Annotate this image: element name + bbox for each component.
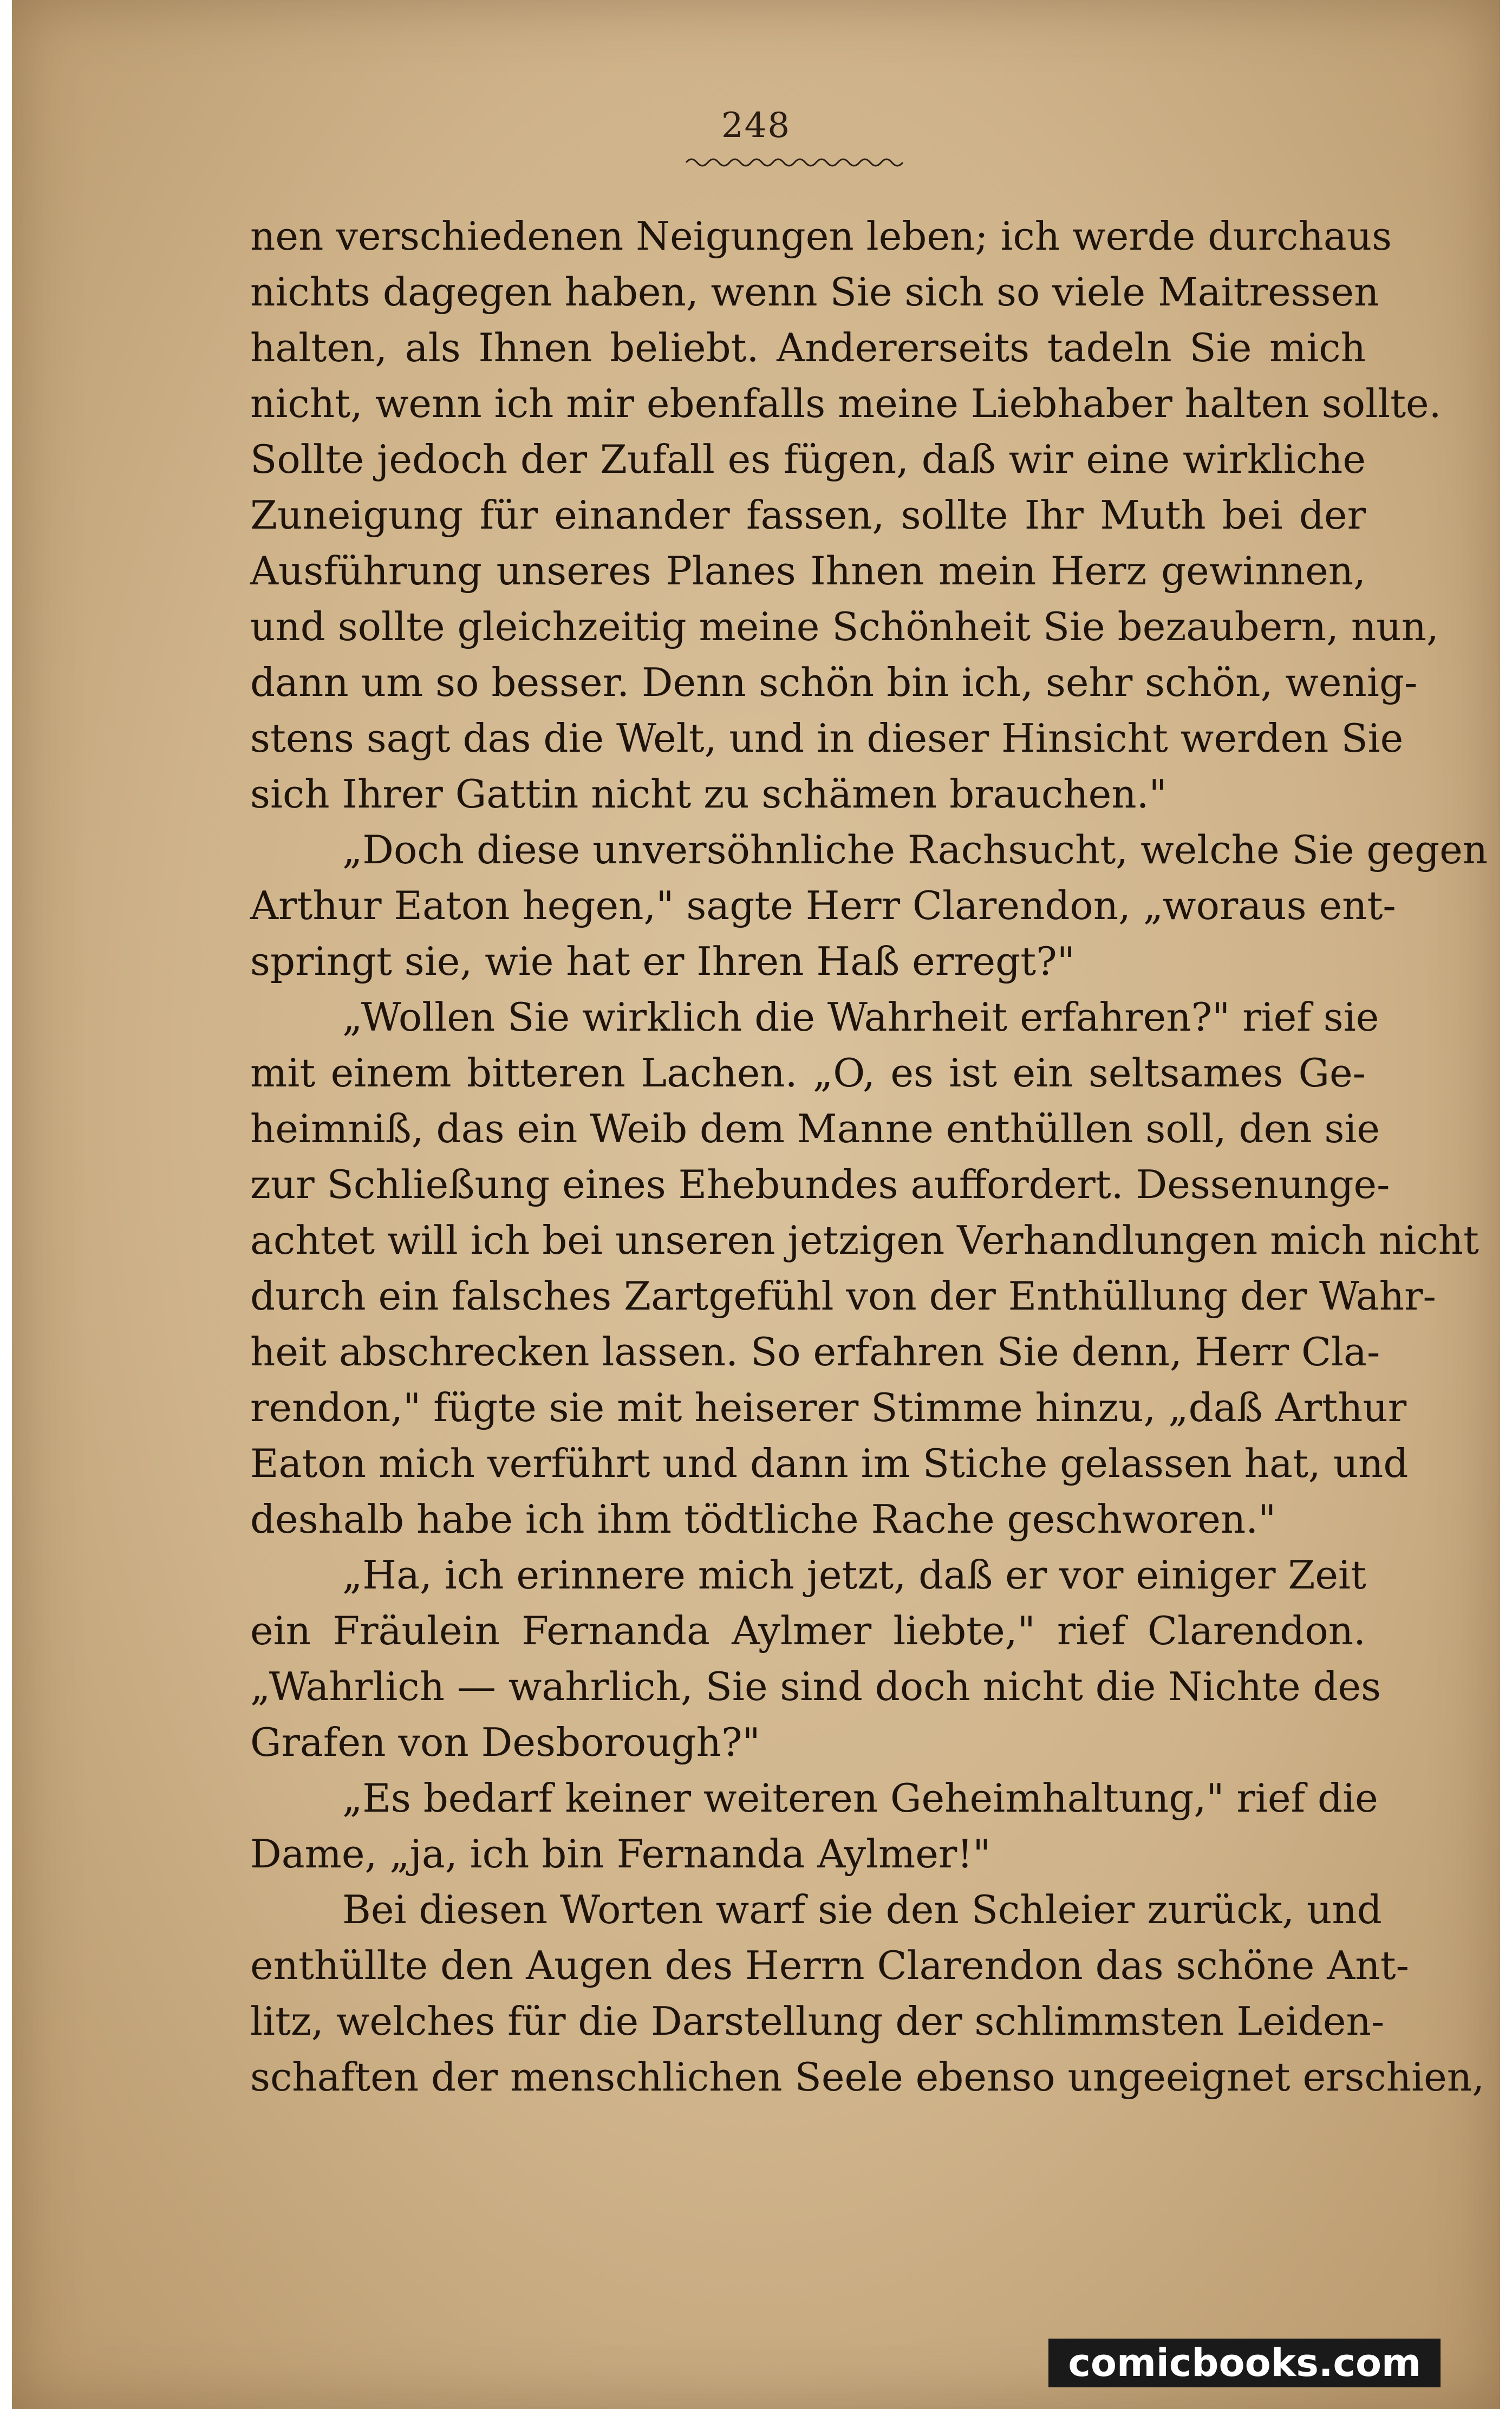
text-line: rendon," fügte sie mit heiserer Stimme hinzu, „daß Arthur bbox=[250, 1385, 1407, 1430]
text-line: zur Schließung eines Ehebundes auffordert. Dessenunge- bbox=[250, 1162, 1390, 1207]
text-line: „Wollen Sie wirklich die Wahrheit erfahren?" rief sie bbox=[342, 994, 1379, 1040]
text-line: „Wahrlich — wahrlich, Sie sind doch nicht die Nichte des bbox=[250, 1664, 1381, 1709]
text-line: Zuneigung für einander fassen, sollte Ihr Muth bei der bbox=[250, 492, 1366, 538]
text-line: deshalb habe ich ihm tödtliche Rache geschworen." bbox=[250, 1496, 1276, 1542]
text-line: springt sie, wie hat er Ihren Haß erregt?" bbox=[250, 939, 1075, 984]
text-line: stens sagt das die Welt, und in dieser Hinsicht werden Sie bbox=[250, 715, 1404, 761]
book-page bbox=[12, 0, 1500, 2409]
text-line: Grafen von Desborough?" bbox=[250, 1720, 760, 1765]
text-line: schaften der menschlichen Seele ebenso ungeeignet erschien, bbox=[250, 2054, 1485, 2100]
watermark-logo: comicbooks.com bbox=[1048, 2339, 1441, 2387]
text-line: Bei diesen Worten warf sie den Schleier zurück, und bbox=[342, 1887, 1382, 1932]
text-line: nen verschiedenen Neigungen leben; ich werde durchaus bbox=[250, 213, 1392, 259]
text-line: „Es bedarf keiner weiteren Geheimhaltung," rief die bbox=[342, 1775, 1378, 1821]
decorative-rule bbox=[683, 153, 911, 169]
text-line: Eaton mich verführt und dann im Stiche gelassen hat, und bbox=[250, 1441, 1409, 1486]
text-line: Arthur Eaton hegen," sagte Herr Clarendon, „woraus ent- bbox=[250, 883, 1396, 928]
text-line: enthüllte den Augen des Herrn Clarendon das schöne Ant- bbox=[250, 1943, 1409, 1988]
text-line: ein Fräulein Fernanda Aylmer liebte," rief Clarendon. bbox=[250, 1608, 1366, 1653]
text-line: achtet will ich bei unseren jetzigen Verhandlungen mich nicht bbox=[250, 1217, 1479, 1263]
text-line: mit einem bitteren Lachen. „O, es ist ein seltsames Ge- bbox=[250, 1050, 1366, 1096]
text-line: durch ein falsches Zartgefühl von der Enthüllung der Wahr- bbox=[250, 1273, 1436, 1319]
text-line: Dame, „ja, ich bin Fernanda Aylmer!" bbox=[250, 1831, 991, 1877]
text-line: heit abschrecken lassen. So erfahren Sie denn, Herr Cla- bbox=[250, 1329, 1380, 1375]
text-line: nicht, wenn ich mir ebenfalls meine Liebhaber halten sollte. bbox=[250, 381, 1442, 426]
text-line: Ausführung unseres Planes Ihnen mein Herz gewinnen, bbox=[250, 548, 1366, 594]
text-line: Sollte jedoch der Zufall es fügen, daß wir eine wirkliche bbox=[250, 437, 1366, 482]
text-line: und sollte gleichzeitig meine Schönheit Sie bezaubern, nun, bbox=[250, 604, 1439, 649]
text-line: halten, als Ihnen beliebt. Andererseits tadeln Sie mich bbox=[250, 325, 1366, 370]
text-line: heimniß, das ein Weib dem Manne enthüllen soll, den sie bbox=[250, 1106, 1380, 1151]
text-line: nichts dagegen haben, wenn Sie sich so viele Maitressen bbox=[250, 269, 1379, 315]
text-line: sich Ihrer Gattin nicht zu schämen brauchen." bbox=[250, 771, 1167, 817]
text-line: „Doch diese unversöhnliche Rachsucht, welche Sie gegen bbox=[342, 827, 1488, 873]
text-line: dann um so besser. Denn schön bin ich, sehr schön, wenig- bbox=[250, 660, 1418, 705]
page-number: 248 bbox=[721, 106, 791, 146]
body-text bbox=[250, 209, 1488, 2105]
text-line: litz, welches für die Darstellung der schlimmsten Leiden- bbox=[250, 1998, 1385, 2044]
text-line: „Ha, ich erinnere mich jetzt, daß er vor einiger Zeit bbox=[342, 1552, 1366, 1598]
